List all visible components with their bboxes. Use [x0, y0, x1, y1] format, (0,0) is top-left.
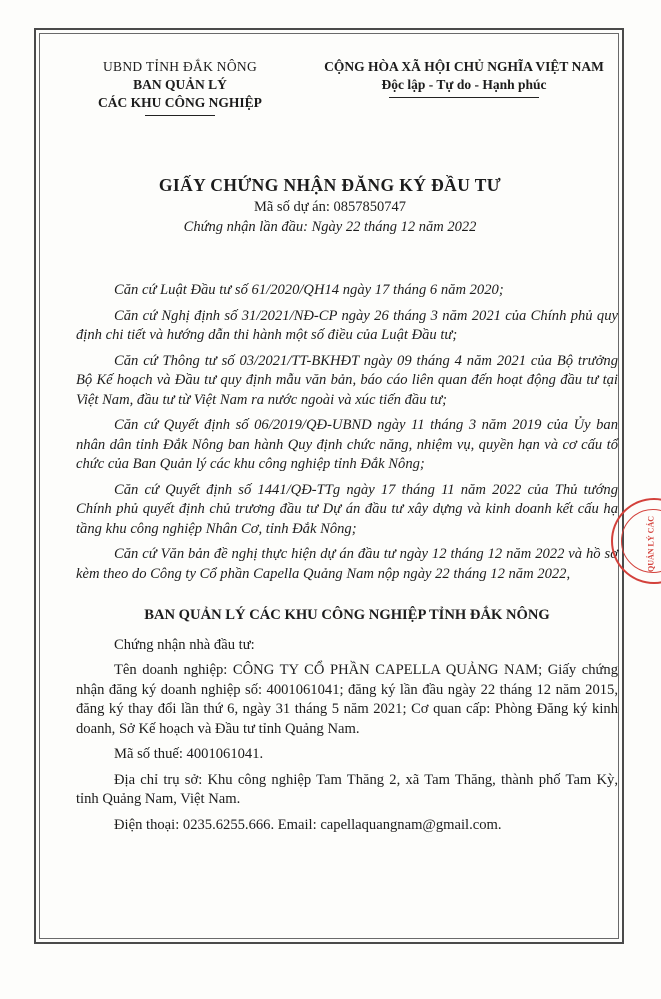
certificate-title: GIẤY CHỨNG NHẬN ĐĂNG KÝ ĐẦU TƯ — [158, 175, 502, 195]
legal-basis-2: Căn cứ Nghị định số 31/2021/NĐ-CP ngày 26 tháng 3 năm 2021 của Chính phủ quy định chi tiết và hướng dẫn thi hành một số điều của Luật Đầu tư; — [76, 307, 618, 343]
legal-basis-6: Căn cứ Văn bản đề nghị thực hiện dự án đầu tư ngày 12 tháng 12 năm 2022 và hồ sơ kèm theo do Công ty Cổ phần Capella Quảng Nam nộp ngày 22 tháng 12 năm 2022, — [76, 546, 618, 582]
national-header — [300, 58, 628, 98]
red-seal-inner-ring: QUẢN LÝ CÁC — [621, 509, 661, 573]
investor-tax-code: Mã số thuế: 4001061041. — [114, 746, 264, 762]
national-motto: Độc lập - Tự do - Hạnh phúc — [381, 77, 547, 92]
issuer-heading: BAN QUẢN LÝ CÁC KHU CÔNG NGHIỆP TỈNH ĐẮK NÔNG — [144, 607, 550, 623]
legal-basis-1: Căn cứ Luật Đầu tư số 61/2020/QH14 ngày 17 tháng 6 năm 2020; — [114, 282, 504, 298]
legal-basis-5: Căn cứ Quyết định số 1441/QĐ-TTg ngày 17 tháng 11 năm 2022 của Thủ tướng Chính phủ quyết định chủ trương đầu tư Dự án đầu tư xây dựng và kinh doanh kết cấu hạ tầng khu công nghiệp Nhân Cơ, tỉnh Đắk Nông; — [76, 481, 618, 537]
agency-parent: UBND TỈNH ĐẮK NÔNG — [102, 59, 258, 74]
national-title: CỘNG HÒA XÃ HỘI CHỦ NGHĨA VIỆT NAM — [324, 59, 604, 74]
legal-basis-4: Căn cứ Quyết định số 06/2019/QĐ-UBND ngày 11 tháng 3 năm 2019 của Ủy ban nhân dân tỉnh Đắk Nông ban hành Quy định chức năng, nhiệm vụ, quyền hạn và cơ cấu tổ chức của Ban Quản lý các khu công nghiệp tỉnh Đắk Nông; — [76, 417, 618, 472]
agency-name-line2: CÁC KHU CÔNG NGHIỆP — [98, 95, 262, 110]
agency-name-line1: BAN QUẢN LÝ — [133, 77, 227, 92]
investor-intro: Chứng nhận nhà đầu tư: — [114, 636, 255, 653]
legal-basis-3: Căn cứ Thông tư số 03/2021/TT-BKHĐT ngày 09 tháng 4 năm 2021 của Bộ trưởng Bộ Kế hoạch và Đầu tư quy định mẫu văn bản, báo cáo liên quan đến hoạt động đầu tư tại Việt Nam, đầu tư từ Việt Nam ra nước ngoài và xúc tiến đầu tư; — [76, 352, 618, 408]
first-certification-date: Chứng nhận lần đầu: Ngày 22 tháng 12 năm 2022 — [183, 219, 477, 235]
motto-underline — [389, 97, 539, 98]
investor-company: Tên doanh nghiệp: CÔNG TY CỔ PHẦN CAPELLA QUẢNG NAM; Giấy chứng nhận đăng ký doanh nghiệp số: 4001061041; đăng ký lần đầu ngày 22 tháng 12 năm 2015, đăng ký thay đổi lần thứ 6, ngày 31 tháng 5 năm 2021; Cơ quan cấp: Phòng Đăng ký kinh doanh, Sở Kế hoạch và Đầu tư tỉnh Quảng Nam. — [76, 662, 618, 737]
issuing-agency-header — [60, 58, 300, 116]
certificate-body — [76, 281, 618, 841]
agency-underline — [145, 115, 215, 116]
project-code: Mã số dự án: 0857850747 — [253, 199, 407, 215]
investor-contact: Điện thoại: 0235.6255.666. Email: capellaquangnam@gmail.com. — [114, 816, 502, 833]
certificate-title-block — [60, 173, 600, 237]
investor-address: Địa chỉ trụ sở: Khu công nghiệp Tam Thăng 2, xã Tam Thăng, thành phố Tam Kỳ, tỉnh Quảng Nam, Việt Nam. — [76, 771, 618, 807]
